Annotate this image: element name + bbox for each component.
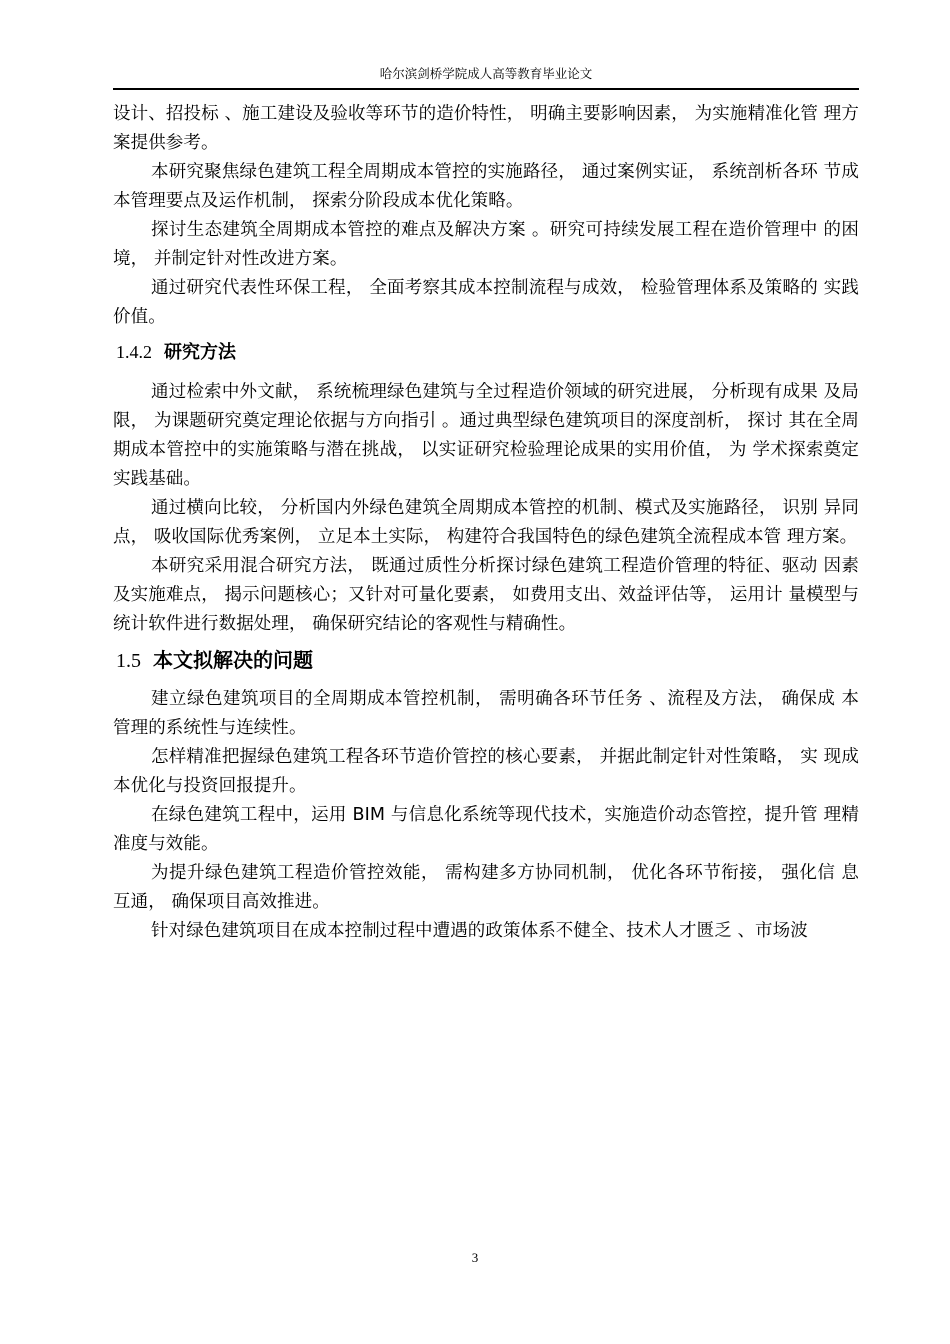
paragraph: 本研究采用混合研究方法， 既通过质性分析探讨绿色建筑工程造价管理的特征、驱动 因素及实施难点， 揭示问题核心；又针对可量化要素， 如费用支出、效益评估等， 运用计 量模型与统计软件进行数据处理， 确保研究结论的客观性与精确性。	[113, 556, 859, 634]
document-body	[113, 100, 859, 946]
section-number: 1.5	[116, 650, 141, 672]
paragraph: 探讨生态建筑全周期成本管控的难点及解决方案 。研究可持续发展工程在造价管理中 的困境， 并制定针对性改进方案。	[113, 220, 859, 269]
header-title: 哈尔滨剑桥学院成人高等教育毕业论文	[379, 66, 593, 81]
paragraph: 在绿色建筑工程中，运用 BIM 与信息化系统等现代技术，实施造价动态管控，提升管 理精准度与效能。	[113, 805, 859, 854]
paragraph: 针对绿色建筑项目在成本控制过程中遭遇的政策体系不健全、技术人才匮乏 、市场波	[151, 921, 808, 941]
section-title: 本文拟解决的问题	[153, 648, 313, 672]
section-heading-1-4-2	[113, 338, 859, 367]
paragraph: 建立绿色建筑项目的全周期成本管控机制， 需明确各环节任务 、流程及方法， 确保成 本管理的系统性与连续性。	[113, 689, 859, 738]
paragraph: 通过横向比较， 分析国内外绿色建筑全周期成本管控的机制、模式及实施路径， 识别 异同点， 吸收国际优秀案例， 立足本土实际， 构建符合我国特色的绿色建筑全流程成本管 理方案。	[113, 498, 859, 547]
paragraph: 为提升绿色建筑工程造价管控效能， 需构建多方协同机制， 优化各环节衔接， 强化信 息互通， 确保项目高效推进。	[113, 863, 859, 912]
paragraph: 通过研究代表性环保工程， 全面考察其成本控制流程与成效， 检验管理体系及策略的 实践价值。	[113, 278, 859, 327]
page-number: 3	[471, 1250, 479, 1265]
paragraph: 设计、招投标 、施工建设及验收等环节的造价特性， 明确主要影响因素， 为实施精准化管 理方案提供参考。	[113, 104, 859, 153]
page-header	[113, 64, 859, 90]
section-title: 研究方法	[164, 342, 236, 363]
section-number: 1.4.2	[116, 342, 152, 362]
paragraph: 本研究聚焦绿色建筑工程全周期成本管控的实施路径， 通过案例实证， 系统剖析各环 节成本管理要点及运作机制， 探索分阶段成本优化策略。	[113, 162, 859, 211]
paragraph: 通过检索中外文献， 系统梳理绿色建筑与全过程造价领域的研究进展， 分析现有成果 及局限， 为课题研究奠定理论依据与方向指引 。通过典型绿色建筑项目的深度剖析， 探讨 其在全周期成本管控中的实施策略与潜在挑战， 以实证研究检验理论成果的实用价值， 为 学术探索奠定实践基础。	[113, 382, 859, 489]
section-heading-1-5	[113, 645, 859, 675]
paragraph: 怎样精准把握绿色建筑工程各环节造价管控的核心要素， 并据此制定针对性策略， 实 现成本优化与投资回报提升。	[113, 747, 859, 796]
